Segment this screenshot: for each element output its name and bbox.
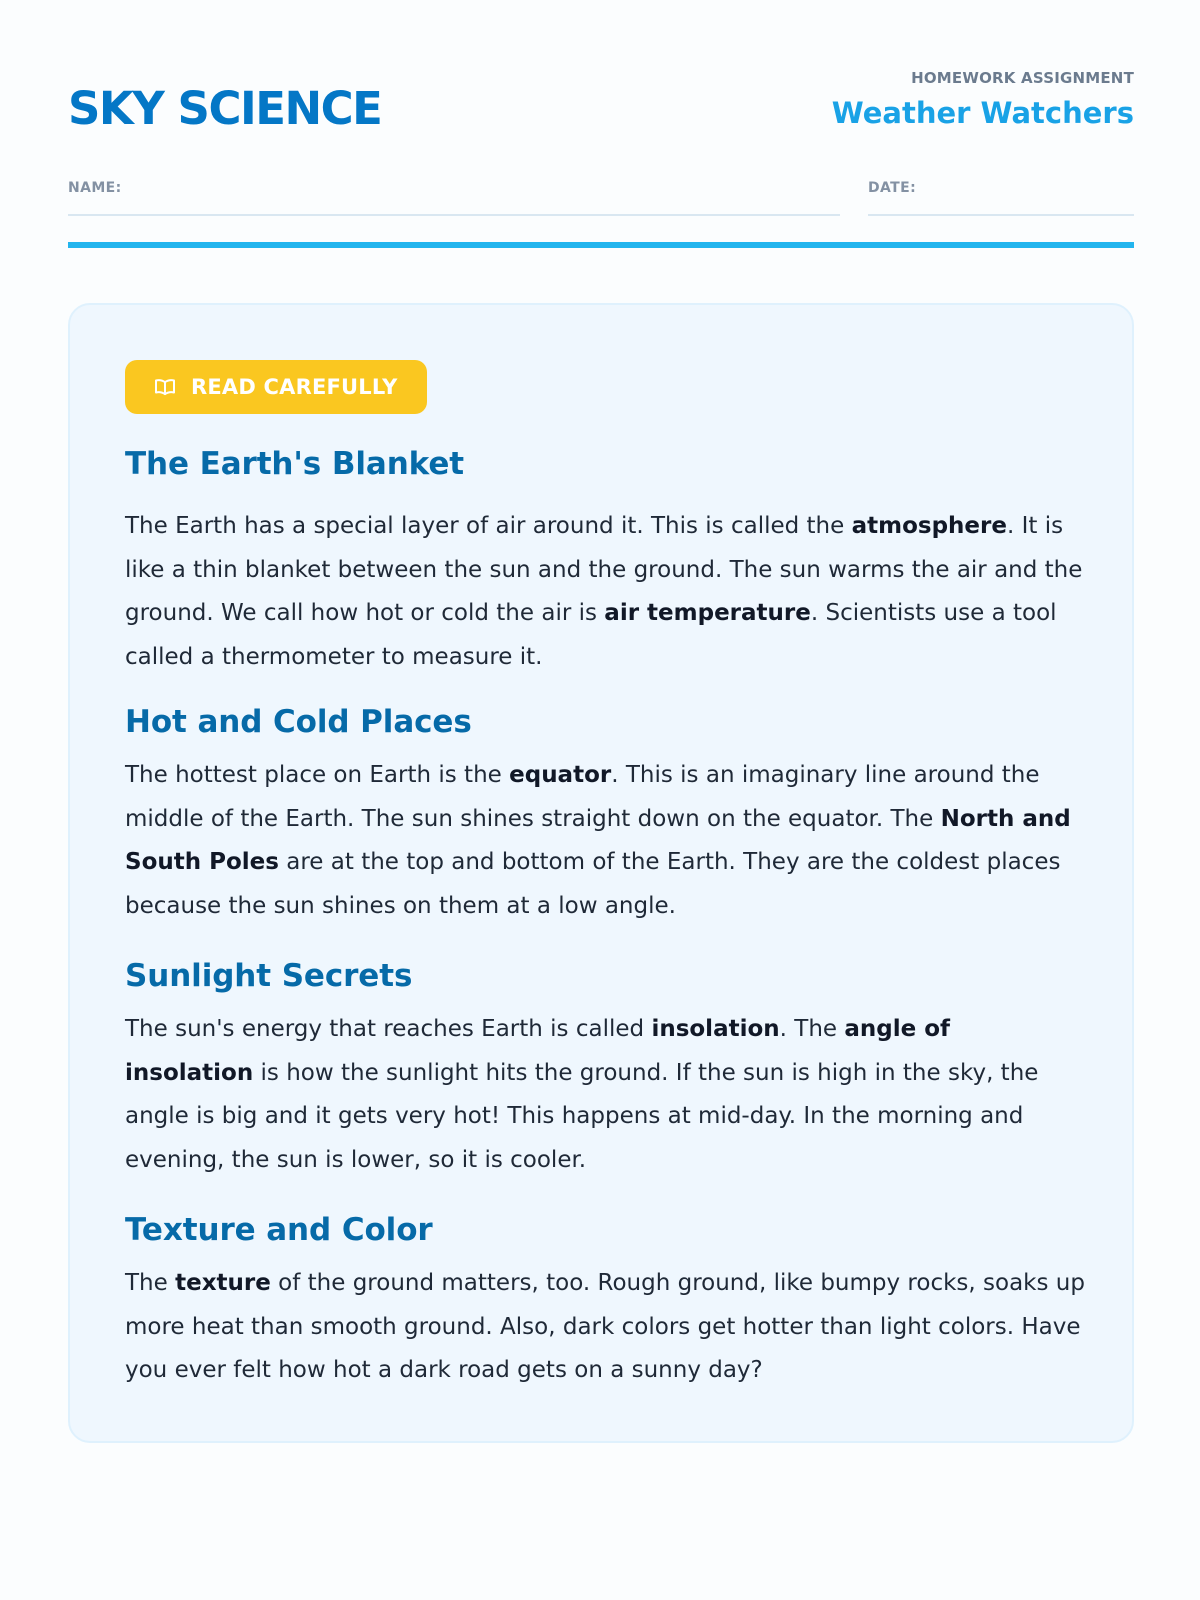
term-texture: texture <box>175 1270 271 1296</box>
term-air-temperature: air temperature <box>604 600 811 626</box>
section-hot-and-cold-places <box>125 703 1085 928</box>
term-atmosphere: atmosphere <box>851 513 1007 539</box>
term-insolation: insolation <box>651 1016 780 1042</box>
section-heading: Texture and Color <box>125 1212 433 1248</box>
assignment-info <box>832 68 1134 131</box>
badge-label: READ CAREFULLY <box>191 375 398 399</box>
date-field[interactable] <box>868 178 1134 216</box>
name-field[interactable] <box>68 178 840 216</box>
section-sunlight-secrets <box>125 957 1085 1182</box>
term-north-and-south-poles: North and South Poles <box>125 805 1071 875</box>
section-paragraph: The hottest place on Earth is the equator. This is an imaginary line around the middle of the Earth. The sun shines straight down on the equator. The North and South Poles are at the top and bottom of the Earth. They are the coldest places because the sun shines on them at a low angle. <box>125 762 1071 919</box>
section-paragraph: The Earth has a special layer of air around it. This is called the atmosphere. It is like a thin blanket between the sun and the ground. The sun warms the air and the ground. We call how hot or cold the air is air temperature. Scientists use a tool called a thermometer to measure it. <box>125 513 1083 670</box>
term-equator: equator <box>509 762 612 788</box>
reading-card <box>68 303 1134 1443</box>
term-angle-of-insolation: angle of insolation <box>125 1016 951 1086</box>
book-icon <box>153 375 177 399</box>
section-heading: Hot and Cold Places <box>125 704 472 740</box>
section-texture-and-color <box>125 1211 1085 1393</box>
worksheet-header <box>68 0 1134 160</box>
section-heading: Sunlight Secrets <box>125 958 413 994</box>
section-heading: The Earth's Blanket <box>125 446 465 482</box>
section-earths-blanket <box>125 445 1085 679</box>
name-label: NAME: <box>68 180 122 196</box>
brand-title: SKY SCIENCE <box>68 82 382 135</box>
date-label: DATE: <box>868 180 917 196</box>
section-paragraph: The sun's energy that reaches Earth is called insolation. The angle of insolation is how the sunlight hits the ground. If the sun is high in the sky, the angle is big and it gets very hot! This happens at mid-day. In the morning and evening, the sun is lower, so it is cooler. <box>125 1016 1039 1173</box>
assignment-title: Weather Watchers <box>831 96 1134 130</box>
read-carefully-badge <box>125 360 427 414</box>
assignment-kicker: HOMEWORK ASSIGNMENT <box>911 69 1134 87</box>
header-divider <box>68 242 1134 248</box>
section-paragraph: The texture of the ground matters, too. Rough ground, like bumpy rocks, soaks up more heat than smooth ground. Also, dark colors get hotter than light colors. Have you ever felt how hot a dark road gets on a sunny day? <box>125 1270 1085 1383</box>
